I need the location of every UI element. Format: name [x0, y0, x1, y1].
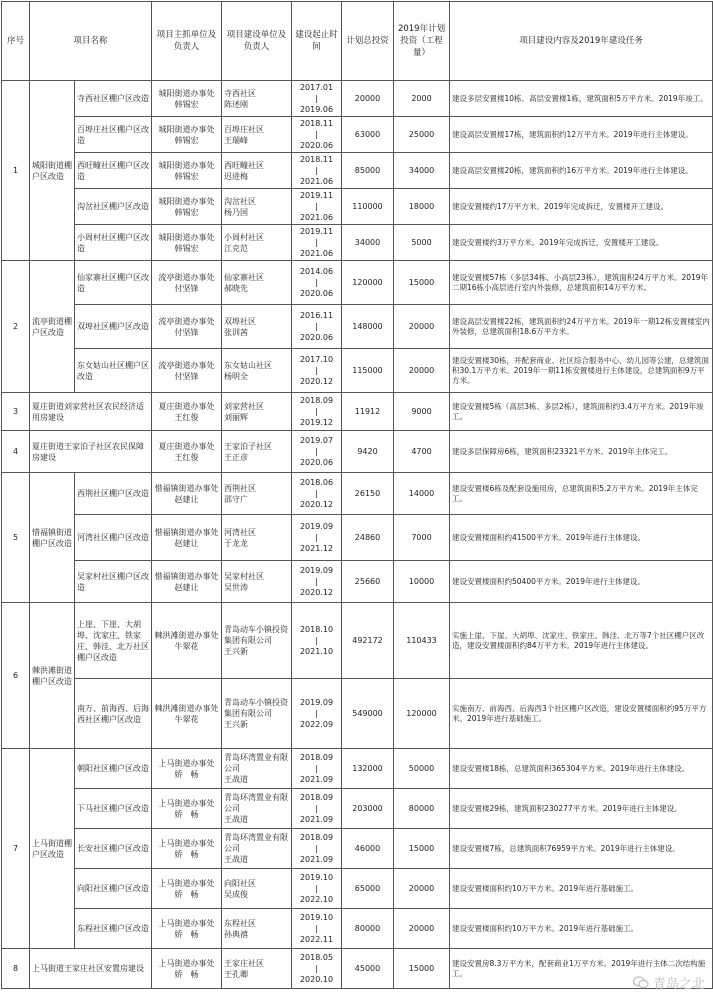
table-row	[2, 949, 713, 989]
investment-2019: 20000	[394, 869, 450, 909]
builder-unit: 青岛环湾置业有限公司 王战道	[222, 789, 292, 829]
construction-content: 建设高层安置楼22栋，建筑面积约24万平方米。2019年一期12栋安置楼室内外装修，总建筑面积18.6万平方米。	[450, 305, 713, 349]
sub-project-name: 南万、前海西、后海西社区棚户区改造	[75, 679, 152, 749]
construction-content: 建设安置房8.3万平方米，配套商业1万平方米。2019年进行主体二次结构施工。	[450, 949, 713, 989]
investment-2019: 20000	[394, 349, 450, 393]
table-row	[2, 225, 713, 261]
owner-unit: 流亭街道办事处 付坚锋	[152, 349, 222, 393]
total-investment: 120000	[342, 261, 394, 305]
builder-unit: 沟岔社区 杨乃国	[222, 189, 292, 225]
sub-project-name: 吴家村社区棚户区改造	[75, 561, 152, 603]
construction-content: 建设安置楼约17万平方米。2019年完成拆迁，安置楼开工建设。	[450, 189, 713, 225]
sub-project-name: 长安社区棚户区改造	[75, 829, 152, 869]
builder-unit: 向阳社区 吴成俊	[222, 869, 292, 909]
builder-unit: 东女姑山社区 杨明全	[222, 349, 292, 393]
construction-period: 2018.05 | 2020.10	[292, 949, 342, 989]
construction-period: 2014.06 | 2020.06	[292, 261, 342, 305]
investment-2019: 15000	[394, 949, 450, 989]
owner-unit: 上马街道办事处 娇 畅	[152, 909, 222, 949]
sub-project-name: 河湾社区棚户区改造	[75, 515, 152, 561]
builder-unit: 青岛动车小镇投资集团有限公司 王兴新	[222, 679, 292, 749]
total-investment: 110000	[342, 189, 394, 225]
col-header-total-invest: 计划总投资	[342, 2, 394, 81]
investment-2019: 80000	[394, 789, 450, 829]
row-number: 8	[2, 949, 30, 989]
table-row	[2, 117, 713, 153]
construction-content: 建设安置楼约3万平方米。2019年完成拆迁，安置楼开工建设。	[450, 225, 713, 261]
table-row	[2, 261, 713, 305]
table-row	[2, 81, 713, 117]
sub-project-name: 向阳社区棚户区改造	[75, 869, 152, 909]
table-row	[2, 603, 713, 679]
table-row	[2, 189, 713, 225]
project-table	[1, 1, 713, 989]
construction-period: 2018.09 | 2019.12	[292, 393, 342, 431]
builder-unit: 刘家营社区 刘丽辉	[222, 393, 292, 431]
col-header-name: 项目名称	[30, 2, 152, 81]
construction-period: 2019.09 | 2021.12	[292, 515, 342, 561]
table-row	[2, 869, 713, 909]
table-row	[2, 679, 713, 749]
project-name: 上马街道王家庄社区安置房建设	[30, 949, 152, 989]
builder-unit: 吴家村社区 吴世涛	[222, 561, 292, 603]
watermark	[633, 973, 705, 992]
sub-project-name: 寺西社区棚户区改造	[75, 81, 152, 117]
sub-project-name: 仙家寨社区棚户区改造	[75, 261, 152, 305]
row-number: 4	[2, 431, 30, 473]
total-investment: 85000	[342, 153, 394, 189]
investment-2019: 34000	[394, 153, 450, 189]
total-investment: 492172	[342, 603, 394, 679]
builder-unit: 青岛环湾置业有限公司 王战道	[222, 749, 292, 789]
builder-unit: 王家泊子社区 王正彦	[222, 431, 292, 473]
builder-unit: 寺西社区 陈述刚	[222, 81, 292, 117]
sub-project-name: 小周村社区棚户区改造	[75, 225, 152, 261]
investment-2019: 5000	[394, 225, 450, 261]
investment-2019: 50000	[394, 749, 450, 789]
investment-2019: 25000	[394, 117, 450, 153]
construction-content: 建设安置楼面积约10万平方米。2019年进行基础施工。	[450, 869, 713, 909]
total-investment: 9420	[342, 431, 394, 473]
investment-2019: 20000	[394, 909, 450, 949]
total-investment: 11912	[342, 393, 394, 431]
investment-2019: 9000	[394, 393, 450, 431]
table-row	[2, 749, 713, 789]
builder-unit: 河湾社区 于龙龙	[222, 515, 292, 561]
builder-unit: 西荆社区 邵守广	[222, 473, 292, 515]
watermark-text: 青岛之北	[652, 977, 705, 992]
construction-period: 2018.09 | 2021.09	[292, 789, 342, 829]
owner-unit: 夏庄街道办事处 王红俊	[152, 431, 222, 473]
sub-project-name: 沟岔社区棚户区改造	[75, 189, 152, 225]
row-number: 6	[2, 603, 30, 749]
total-investment: 34000	[342, 225, 394, 261]
table-row	[2, 305, 713, 349]
construction-content: 建设安置楼29栋，建筑面积230277平方米。2019年进行主体建设。	[450, 789, 713, 829]
construction-content: 建设安置楼面积约10万平方米。2019年进行基础施工。	[450, 909, 713, 949]
construction-content: 建设安置楼57栋（多层34栋、小高层23栋），建筑面积24万平方米。2019年二期16栋小高层进行室内外装修，总建筑面积14万平方米。	[450, 261, 713, 305]
construction-period: 2019.07 | 2020.06	[292, 431, 342, 473]
total-investment: 24860	[342, 515, 394, 561]
sub-project-name: 百埠庄社区棚户区改造	[75, 117, 152, 153]
total-investment: 203000	[342, 789, 394, 829]
sub-project-name: 西旺疃社区棚户区改造	[75, 153, 152, 189]
table-row	[2, 431, 713, 473]
builder-unit: 西旺疃社区 迟进梅	[222, 153, 292, 189]
row-number: 5	[2, 473, 30, 603]
builder-unit: 仙家寨社区 郝晓先	[222, 261, 292, 305]
owner-unit: 上马街道办事处 娇 畅	[152, 749, 222, 789]
table-row	[2, 473, 713, 515]
col-header-owner-unit: 项目主抓单位及负责人	[152, 2, 222, 81]
investment-2019: 18000	[394, 189, 450, 225]
header-row	[2, 2, 713, 81]
owner-unit: 城阳街道办事处 韩锡宏	[152, 189, 222, 225]
builder-unit: 东程社区 孙典禧	[222, 909, 292, 949]
sub-project-name: 下马社区棚户区改造	[75, 789, 152, 829]
sub-project-name: 上崖、下崖、大胡埠、沈家庄、铁家庄、韩洼、北万社区棚户区改造	[75, 603, 152, 679]
owner-unit: 夏庄街道办事处 王红俊	[152, 393, 222, 431]
project-name: 惜福镇街道棚户区改造	[30, 473, 75, 603]
construction-period: 2018.09 | 2021.09	[292, 829, 342, 869]
construction-period: 2019.11 | 2021.06	[292, 225, 342, 261]
construction-content: 建设高层安置楼20栋，建筑面积约16万平方米。2019年进行主体建设。	[450, 153, 713, 189]
construction-content: 建设高层安置楼17栋，建筑面积约12万平方米。2019年进行主体建设。	[450, 117, 713, 153]
sub-project-name: 双埠社区棚户区改造	[75, 305, 152, 349]
table-row	[2, 393, 713, 431]
investment-2019: 120000	[394, 679, 450, 749]
table-row	[2, 349, 713, 393]
sub-project-name: 西荆社区棚户区改造	[75, 473, 152, 515]
col-header-content: 项目建设内容及2019年建设任务	[450, 2, 713, 81]
owner-unit: 流亭街道办事处 付坚锋	[152, 261, 222, 305]
owner-unit: 上马街道办事处 娇 畅	[152, 949, 222, 989]
builder-unit: 双埠社区 张训茜	[222, 305, 292, 349]
total-investment: 26150	[342, 473, 394, 515]
owner-unit: 上马街道办事处 娇 畅	[152, 789, 222, 829]
owner-unit: 城阳街道办事处 韩锡宏	[152, 225, 222, 261]
col-header-period: 建设起止时间	[292, 2, 342, 81]
wechat-icon	[633, 976, 649, 989]
builder-unit: 小周村社区 江克范	[222, 225, 292, 261]
table-row	[2, 829, 713, 869]
project-name: 夏庄街道刘家营社区农民经济适用房建设	[30, 393, 152, 431]
row-number: 2	[2, 261, 30, 393]
construction-period: 2018.06 | 2020.12	[292, 473, 342, 515]
construction-period: 2017.01 | 2019.06	[292, 81, 342, 117]
owner-unit: 城阳街道办事处 韩锡宏	[152, 153, 222, 189]
investment-2019: 7000	[394, 515, 450, 561]
construction-period: 2019.11 | 2021.06	[292, 189, 342, 225]
total-investment: 65000	[342, 869, 394, 909]
construction-period: 2019.10 | 2022.10	[292, 869, 342, 909]
table-row	[2, 515, 713, 561]
total-investment: 115000	[342, 349, 394, 393]
construction-content: 建设安置楼7栋，总建筑面积76959平方米。2019年进行主体建设。	[450, 829, 713, 869]
total-investment: 25660	[342, 561, 394, 603]
total-investment: 46000	[342, 829, 394, 869]
row-number: 1	[2, 81, 30, 261]
sub-project-name: 东女姑山社区棚户区改造	[75, 349, 152, 393]
construction-period: 2019.10 | 2022.11	[292, 909, 342, 949]
construction-content: 建设安置楼30栋，并配套商业、社区综合服务中心、幼儿园等公建，总建筑面积30.1万平方米。2019年一期11栋安置楼进行主体建设，总建筑面积9万平方米。	[450, 349, 713, 393]
construction-period: 2018.09 | 2021.09	[292, 749, 342, 789]
construction-content: 建设多层保障房6栋，建筑面积23321平方米。2019年主体完工。	[450, 431, 713, 473]
project-name: 城阳街道棚户区改造	[30, 81, 75, 261]
owner-unit: 城阳街道办事处 韩锡宏	[152, 117, 222, 153]
table-row	[2, 789, 713, 829]
investment-2019: 4700	[394, 431, 450, 473]
investment-2019: 10000	[394, 561, 450, 603]
investment-2019: 14000	[394, 473, 450, 515]
owner-unit: 惜福镇街道办事处 赵建让	[152, 515, 222, 561]
construction-period: 2018.11 | 2021.06	[292, 153, 342, 189]
builder-unit: 青岛动车小镇投资集团有限公司 王兴新	[222, 603, 292, 679]
construction-period: 2019.09 | 2020.12	[292, 561, 342, 603]
owner-unit: 棘洪滩街道办事处 牛翠花	[152, 603, 222, 679]
construction-period: 2017.10 | 2020.12	[292, 349, 342, 393]
owner-unit: 城阳街道办事处 韩锡宏	[152, 81, 222, 117]
builder-unit: 青岛环湾置业有限公司 王战道	[222, 829, 292, 869]
construction-period: 2018.11 | 2020.06	[292, 117, 342, 153]
construction-content: 建设多层安置楼10栋、高层安置楼1栋，建筑面积5万平方米。2019年竣工。	[450, 81, 713, 117]
construction-content: 实施南万、前海西、后海西3个社区棚户区改造，建设安置楼面积约95万平方米。2019年进行基础施工。	[450, 679, 713, 749]
builder-unit: 王家庄社区 王孔卿	[222, 949, 292, 989]
col-header-builder-unit: 项目建设单位及负责人	[222, 2, 292, 81]
total-investment: 132000	[342, 749, 394, 789]
sub-project-name: 东程社区棚户区改造	[75, 909, 152, 949]
investment-2019: 15000	[394, 829, 450, 869]
construction-content: 建设安置楼5栋（高层3栋、多层2栋），建筑面积约3.4万平方米。2019年竣工。	[450, 393, 713, 431]
project-name: 夏庄街道王家泊子社区农民保障房建设	[30, 431, 152, 473]
construction-content: 建设安置楼面积约41500平方米。2019年进行主体建设。	[450, 515, 713, 561]
construction-content: 实施上崖、下崖、大胡埠、沈家庄、铁家庄、韩洼、北万等7个社区棚户区改造，建设安置楼面积约84万平方米。2019年进行主体建设。	[450, 603, 713, 679]
project-name: 上马街道棚户区改造	[30, 749, 75, 949]
table-row	[2, 561, 713, 603]
investment-2019: 2000	[394, 81, 450, 117]
investment-2019: 20000	[394, 305, 450, 349]
total-investment: 63000	[342, 117, 394, 153]
project-name: 流亭街道棚户区改造	[30, 261, 75, 393]
construction-period: 2016.11 | 2020.06	[292, 305, 342, 349]
owner-unit: 流亭街道办事处 付坚锋	[152, 305, 222, 349]
owner-unit: 上马街道办事处 娇 畅	[152, 829, 222, 869]
col-header-2019-invest: 2019年计划投资（工程量）	[394, 2, 450, 81]
row-number: 7	[2, 749, 30, 949]
table-row	[2, 909, 713, 949]
construction-period: 2019.09 | 2022.09	[292, 679, 342, 749]
construction-content: 建设安置楼18栋，总建筑面积365304平方米。2019年进行主体建设。	[450, 749, 713, 789]
owner-unit: 上马街道办事处 娇 畅	[152, 869, 222, 909]
sub-project-name: 朝阳社区棚户区改造	[75, 749, 152, 789]
total-investment: 80000	[342, 909, 394, 949]
owner-unit: 惜福镇街道办事处 赵建让	[152, 561, 222, 603]
builder-unit: 百埠庄社区 王瑞峰	[222, 117, 292, 153]
owner-unit: 棘洪滩街道办事处 牛翠花	[152, 679, 222, 749]
project-name: 棘洪滩街道棚户区改造	[30, 603, 75, 749]
total-investment: 20000	[342, 81, 394, 117]
total-investment: 148000	[342, 305, 394, 349]
construction-content: 建设安置楼6栋及配套设施用房，总建筑面积5.2万平方米。2019年主体完工。	[450, 473, 713, 515]
investment-2019: 110433	[394, 603, 450, 679]
total-investment: 549000	[342, 679, 394, 749]
col-header-no: 序号	[2, 2, 30, 81]
investment-2019: 15000	[394, 261, 450, 305]
row-number: 3	[2, 393, 30, 431]
construction-content: 建设安置楼面积约50400平方米。2019年进行主体建设。	[450, 561, 713, 603]
owner-unit: 惜福镇街道办事处 赵建让	[152, 473, 222, 515]
construction-period: 2018.10 | 2021.10	[292, 603, 342, 679]
table-row	[2, 153, 713, 189]
total-investment: 45000	[342, 949, 394, 989]
